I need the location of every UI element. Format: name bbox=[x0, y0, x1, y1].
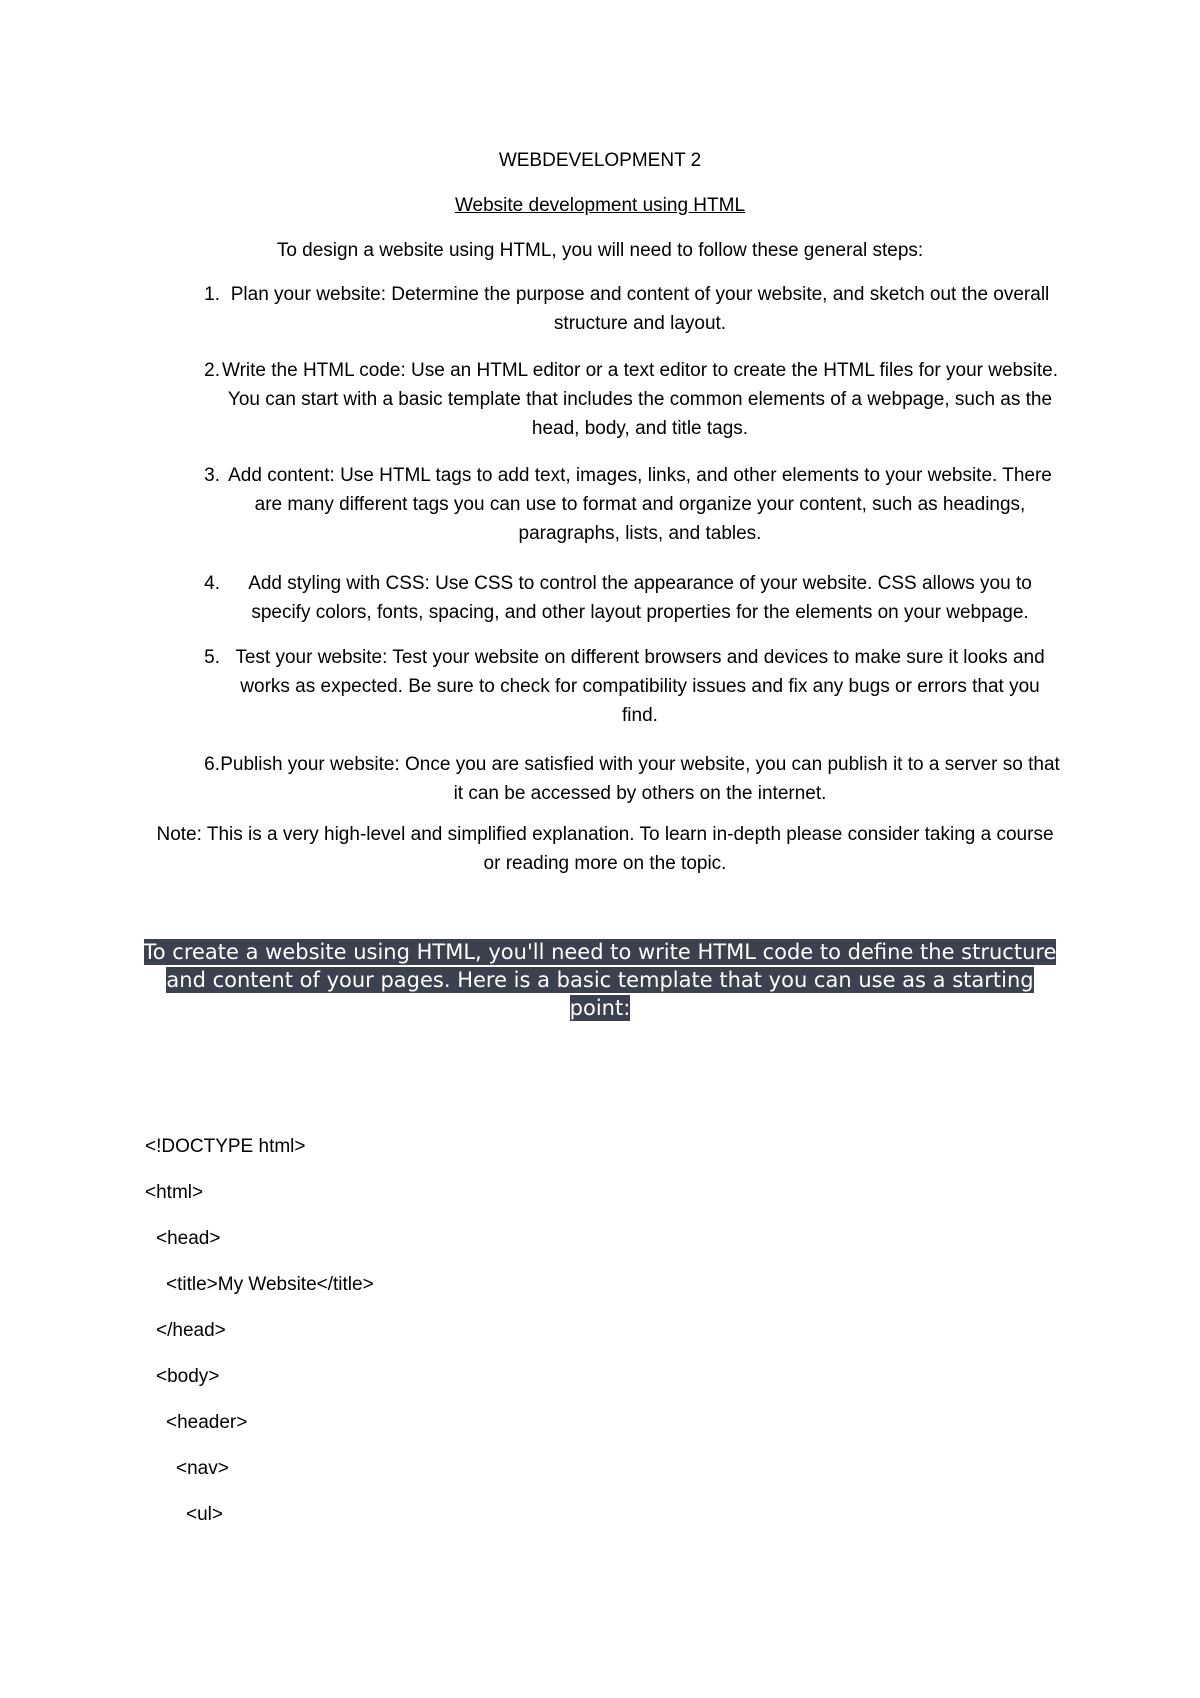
code-line: </head> bbox=[156, 1320, 226, 1341]
document-subtitle: Website development using HTML bbox=[454, 195, 746, 216]
step-number: 3. bbox=[204, 465, 220, 486]
step-number: 6. bbox=[204, 754, 220, 775]
code-line: <head> bbox=[156, 1228, 221, 1249]
step-text: Write the HTML code: Use an HTML editor or a text editor to create the HTML files for your website. You can start with a basic template that includes the common elements of a webpage, such as the head, body, and title tags. bbox=[222, 360, 1058, 439]
step-number: 2. bbox=[204, 360, 220, 381]
document-title: WEBDEVELOPMENT 2 bbox=[498, 150, 702, 171]
step-item-6 bbox=[180, 750, 1060, 808]
note-paragraph: Note: This is a very high-level and simplified explanation. To learn in-depth please consider taking a course or reading more on the topic. bbox=[156, 824, 1054, 874]
highlighted-text: To create a website using HTML, you'll need to write HTML code to define the structure and content of your pages. Here is a basic template that you can use as a starting point: bbox=[143, 940, 1057, 1020]
code-line: <body> bbox=[156, 1366, 220, 1387]
step-number: 1. bbox=[204, 284, 220, 305]
step-text: Add styling with CSS: Use CSS to control the appearance of your website. CSS allows you to specify colors, fonts, spacing, and other layout properties for the elements on your webpage. bbox=[248, 573, 1032, 623]
highlighted-paragraph bbox=[140, 938, 1060, 1022]
step-item-5 bbox=[180, 643, 1060, 730]
step-item-2 bbox=[180, 356, 1060, 443]
intro-paragraph: To design a website using HTML, you will need to follow these general steps: bbox=[276, 240, 924, 261]
code-line: <html> bbox=[145, 1182, 204, 1203]
code-line: <ul> bbox=[186, 1504, 223, 1525]
step-number: 5. bbox=[204, 647, 220, 668]
step-number: 4. bbox=[204, 573, 220, 594]
code-line: <header> bbox=[166, 1412, 248, 1433]
code-line: <nav> bbox=[176, 1458, 229, 1479]
step-item-1 bbox=[180, 280, 1060, 338]
step-text: Test your website: Test your website on different browsers and devices to make sure it looks and works as expected. Be sure to check for compatibility issues and fix any bugs or errors that you find. bbox=[235, 647, 1045, 726]
code-line: <title>My Website</title> bbox=[166, 1274, 374, 1295]
code-line: <!DOCTYPE html> bbox=[145, 1136, 306, 1157]
step-text: Plan your website: Determine the purpose and content of your website, and sketch out the overall structure and layout. bbox=[230, 284, 1050, 334]
step-text: Add content: Use HTML tags to add text, images, links, and other elements to your website. There are many different tags you can use to format and organize your content, such as headings, paragraphs, lists, and tables. bbox=[228, 465, 1052, 544]
step-item-3 bbox=[180, 461, 1060, 548]
step-item-4 bbox=[180, 569, 1060, 627]
step-text: Publish your website: Once you are satisfied with your website, you can publish it to a server so that it can be accessed by others on the internet. bbox=[220, 754, 1060, 804]
